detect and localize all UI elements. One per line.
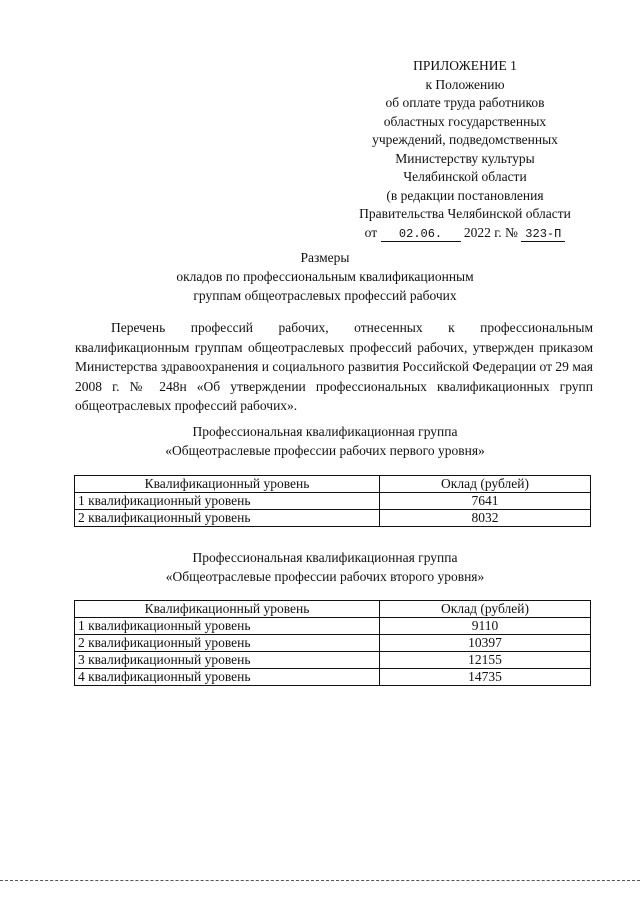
- table-row: [75, 493, 591, 510]
- appendix-line: Правительства Челябинской области: [359, 206, 571, 221]
- table-row: [75, 510, 591, 527]
- group-heading-first-level: [80, 422, 570, 460]
- column-header-salary: Оклад (рублей): [380, 601, 591, 618]
- salary-cell: 9110: [380, 618, 591, 635]
- table-row: [75, 669, 591, 686]
- order-date: 02.06.: [381, 227, 461, 242]
- order-from-label: от: [364, 224, 378, 240]
- salary-table-second-level: [74, 600, 591, 686]
- table-header-row: [75, 476, 591, 493]
- appendix-line: Челябинской области: [403, 169, 527, 184]
- level-cell: 1 квалификационный уровень: [75, 493, 380, 510]
- appendix-line: Министерству культуры: [395, 150, 535, 166]
- order-number: 323-П: [521, 227, 565, 242]
- column-header-salary: Оклад (рублей): [380, 476, 591, 493]
- salary-cell: 7641: [380, 493, 591, 510]
- group-heading-second-level: [80, 548, 570, 586]
- appendix-line: к Положению: [425, 76, 505, 92]
- group-heading-line: Профессиональная квалификационная группа: [192, 424, 458, 439]
- document-title: [80, 248, 570, 305]
- level-cell: 4 квалификационный уровень: [75, 669, 380, 686]
- table-header-row: [75, 601, 591, 618]
- table-row: [75, 618, 591, 635]
- appendix-title: ПРИЛОЖЕНИЕ 1: [413, 58, 517, 73]
- level-cell: 1 квалификационный уровень: [75, 618, 380, 635]
- appendix-line: областных государственных: [383, 113, 547, 129]
- appendix-line: учреждений, подведомственных: [372, 132, 558, 147]
- appendix-line: об оплате труда работников: [385, 95, 545, 110]
- order-year-label: 2022 г. №: [463, 224, 518, 240]
- title-line: Размеры: [300, 250, 350, 265]
- title-line: окладов по профессиональным квалификационным: [176, 269, 474, 284]
- appendix-header: [335, 57, 595, 242]
- level-cell: 3 квалификационный уровень: [75, 652, 380, 669]
- salary-cell: 10397: [380, 635, 591, 652]
- salary-table-first-level: [74, 475, 591, 527]
- appendix-line: (в редакции постановления: [386, 187, 544, 203]
- column-header-level: Квалификационный уровень: [75, 601, 380, 618]
- group-heading-line: Профессиональная квалификационная группа: [192, 550, 458, 565]
- level-cell: 2 квалификационный уровень: [75, 635, 380, 652]
- title-line: группам общеотраслевых профессий рабочих: [193, 288, 457, 303]
- table-row: [75, 635, 591, 652]
- group-heading-line: «Общеотраслевые профессии рабочих второго уровня»: [165, 569, 485, 584]
- salary-cell: 12155: [380, 652, 591, 669]
- salary-cell: 14735: [380, 669, 591, 686]
- page-bottom-rule: [0, 880, 640, 881]
- salary-cell: 8032: [380, 510, 591, 527]
- column-header-level: Квалификационный уровень: [75, 476, 380, 493]
- level-cell: 2 квалификационный уровень: [75, 510, 380, 527]
- group-heading-line: «Общеотраслевые профессии рабочих первого уровня»: [165, 443, 485, 458]
- order-reference: [335, 224, 595, 243]
- intro-paragraph: Перечень профессий рабочих, отнесенных к профессиональным квалификационным группам общеотраслевых профессий рабочих, утвержден приказом Министерства здравоохранения и социального развития Российской Федерации от 29 мая 2008 г. № 248н «Об утверждении профессиональных квалификационных групп общеотраслевых профессий рабочих».: [75, 320, 593, 413]
- table-row: [75, 652, 591, 669]
